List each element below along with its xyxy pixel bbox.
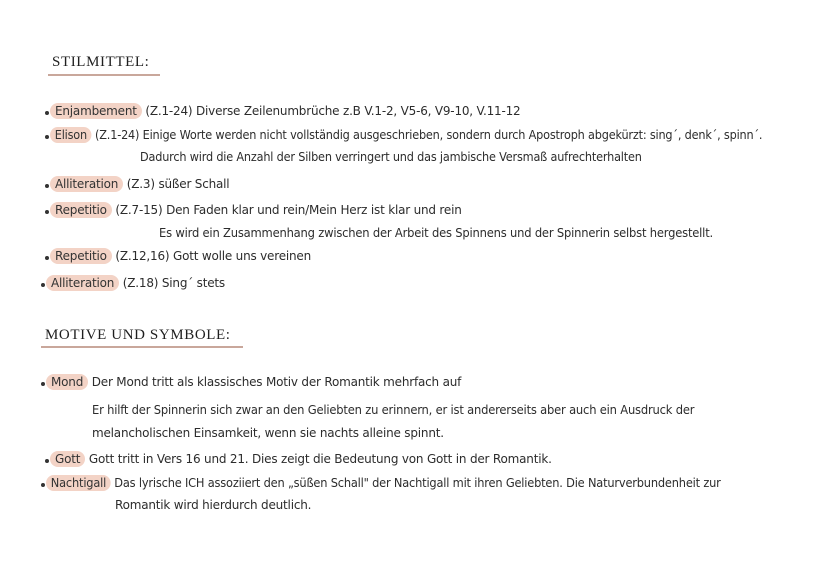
list-item-elison <box>51 128 762 142</box>
item-text: Das lyrische ICH assoziiert den „süßen Schall" der Nachtigall mit ihren Geliebten. Die Naturverbundenheit zur <box>110 476 721 490</box>
item-text: (Z.1-24) Einige Worte werden nicht vollständig ausgeschrieben, sondern durch Apostroph abgekürzt: sing´, denk´, spinn´. <box>91 128 763 142</box>
item-text: (Z.1-24) Diverse Zeilenumbrüche z.B V.1-2, V5-6, V9-10, V.11-12 <box>141 104 521 118</box>
term-highlight: Alliteration <box>50 176 123 192</box>
list-item-elison-continuation: Dadurch wird die Anzahl der Silben verringert und das jambische Versmaß aufrechterhalten <box>140 150 642 164</box>
item-text: Der Mond tritt als klassisches Motiv der Romantik mehrfach auf <box>88 375 462 389</box>
bullet-icon <box>41 283 45 287</box>
item-text: (Z.7-15) Den Faden klar und rein/Mein Herz ist klar und rein <box>111 203 462 217</box>
list-item-nachtigall <box>47 476 721 490</box>
list-item-mond-continuation-2: melancholischen Einsamkeit, wenn sie nachts alleine spinnt. <box>92 426 444 440</box>
bullet-icon <box>45 459 49 463</box>
item-text: (Z.18) Sing´ stets <box>119 276 225 290</box>
bullet-icon <box>45 135 49 139</box>
bullet-icon <box>45 111 49 115</box>
list-item-repetitio-continuation: Es wird ein Zusammenhang zwischen der Arbeit des Spinnens und der Spinnerin selbst hergestellt. <box>159 226 713 240</box>
bullet-icon <box>41 483 45 487</box>
item-text: (Z.3) süßer Schall <box>123 177 230 191</box>
list-item-mond <box>47 375 461 389</box>
term-highlight: Enjambement <box>50 103 142 119</box>
list-item-repetitio-2 <box>51 249 311 263</box>
bullet-icon <box>45 210 49 214</box>
term-highlight: Nachtigall <box>46 475 111 491</box>
stilmittel-heading: STILMITTEL: <box>52 54 150 70</box>
list-item-alliteration-2 <box>47 276 225 290</box>
term-highlight: Gott <box>50 451 85 467</box>
list-item-enjambement <box>51 104 521 118</box>
motive-heading: MOTIVE UND SYMBOLE: <box>45 327 231 343</box>
list-item-gott <box>51 452 552 466</box>
stilmittel-heading-underline <box>48 74 160 76</box>
item-text: Gott tritt in Vers 16 und 21. Dies zeigt die Bedeutung von Gott in der Romantik. <box>85 452 552 466</box>
list-item-mond-continuation: Er hilft der Spinnerin sich zwar an den Geliebten zu erinnern, er ist andererseits aber auch ein Ausdruck der <box>92 403 695 417</box>
list-item-nachtigall-continuation: Romantik wird hierdurch deutlich. <box>115 498 312 512</box>
motive-heading-underline <box>41 346 243 348</box>
list-item-repetitio <box>51 203 462 217</box>
term-highlight: Mond <box>46 374 88 390</box>
list-item-alliteration <box>51 177 229 191</box>
term-highlight: Repetitio <box>50 202 112 218</box>
item-text: (Z.12,16) Gott wolle uns vereinen <box>111 249 312 263</box>
term-highlight: Repetitio <box>50 248 112 264</box>
bullet-icon <box>45 256 49 260</box>
term-highlight: Alliteration <box>46 275 119 291</box>
bullet-icon <box>45 184 49 188</box>
bullet-icon <box>41 382 45 386</box>
term-highlight: Elison <box>50 127 92 143</box>
